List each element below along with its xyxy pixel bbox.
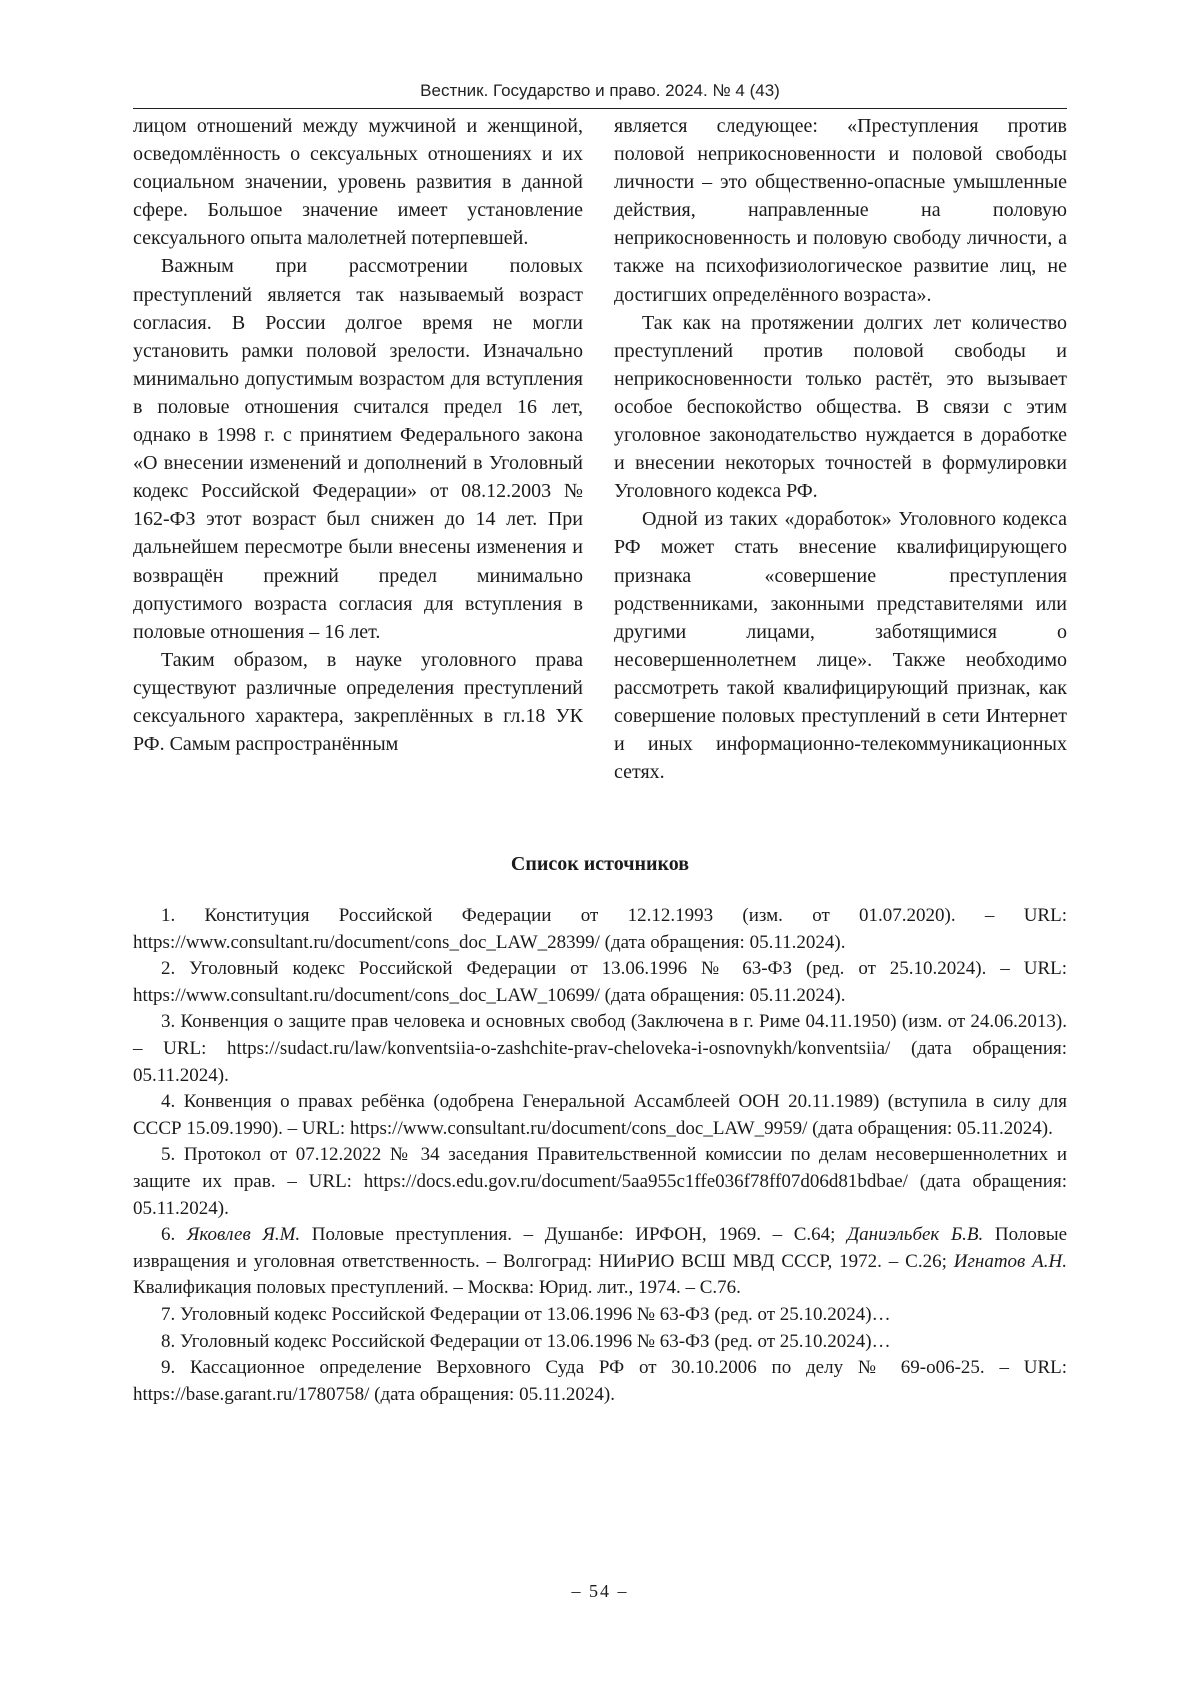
references-title: Список источников: [510, 853, 690, 875]
reference-item-9: 9. Кассационное определение Верховного Суда РФ от 30.10.2006 по делу № 69-о06-25. – URL: https://base.garant.ru/1780758/ (дата обращения: 05.11.2024).: [133, 1357, 1067, 1405]
right-column: [614, 112, 1067, 786]
reference-6-author-2: Даниэльбек Б.В.: [847, 1224, 984, 1246]
reference-item-1: 1. Конституция Российской Федерации от 12.12.1993 (изм. от 01.07.2020). – URL: https://www.consultant.ru/document/cons_doc_LAW_28399/ (дата обращения: 05.11.2024).: [133, 905, 1067, 953]
running-head: Вестник. Государство и право. 2024. № 4 (43): [133, 78, 1067, 109]
reference-6-text-3: Квалификация половых преступлений. – Москва: Юрид. лит., 1974. – С.76.: [133, 1277, 741, 1299]
references-list: [133, 903, 1067, 1408]
reference-item-4: 4. Конвенция о правах ребёнка (одобрена Генеральной Ассамблеей ООН 20.11.1989) (вступила в силу для СССР 15.09.1990). – URL: https://www.consultant.ru/document/cons_doc_LAW_9959/ (дата обращения: 05.11.2024).: [133, 1091, 1067, 1139]
page-number: – 54 –: [571, 1581, 629, 1601]
reference-6-number: 6.: [161, 1224, 187, 1246]
reference-item-8: 8. Уголовный кодекс Российской Федерации от 13.06.1996 № 63-ФЗ (ред. от 25.10.2024)…: [161, 1330, 891, 1352]
reference-6-author-3: Игнатов А.Н.: [953, 1250, 1067, 1272]
reference-item-7: 7. Уголовный кодекс Российской Федерации от 13.06.1996 № 63-ФЗ (ред. от 25.10.2024)…: [161, 1303, 891, 1325]
right-paragraph-1: является следующее: «Преступления против половой неприкосновенности и половой свободы личности – это общественно-опасные умышленные действия, направленные на половую неприкосновенность и половую свободу личности, а также на психофизиологическое развитие лиц, не достигших определённого возраста».: [614, 115, 1067, 306]
reference-item-2: 2. Уголовный кодекс Российской Федерации от 13.06.1996 № 63-ФЗ (ред. от 25.10.2024). – URL: https://www.consultant.ru/document/cons_doc_LAW_10699/ (дата обращения: 05.11.2024).: [133, 958, 1067, 1006]
right-paragraph-2: Так как на протяжении долгих лет количество преступлений против половой свободы и неприкосновенности только растёт, это вызывает особое беспокойство общества. В связи с этим уголовное законодательство нуждается в доработке и внесении некоторых точностей в формулировки Уголовного кодекса РФ.: [614, 311, 1067, 503]
left-paragraph-1: лицом отношений между мужчиной и женщиной, осведомлённость о сексуальных отношениях и их социальном значении, уровень развития в данной сфере. Большое значение имеет установление сексуального опыта малолетней потерпевшей.: [133, 115, 583, 250]
reference-6-author-1: Яковлев Я.М.: [186, 1224, 301, 1246]
reference-item-3: 3. Конвенция о защите прав человека и основных свобод (Заключена в г. Риме 04.11.1950) (изм. от 24.06.2013). – URL: https://sudact.ru/law/konventsiia-o-zashchite-prav-cheloveka-i-osnovnykh/konventsiia/ (дата обращения: 05.11.2024).: [133, 1011, 1067, 1086]
left-paragraph-2: Важным при рассмотрении половых преступлений является так называемый возраст согласия. В России долгое время не могли установить рамки половой зрелости. Изначально минимально допустимым возрастом для вступления в половые отношения считался предел 16 лет, однако в 1998 г. с принятием Федерального закона «О внесении изменений и дополнений в Уголовный кодекс Российской Федерации» от 08.12.2003 № 162-ФЗ этот возраст был снижен до 14 лет. При дальнейшем пересмотре были внесены изменения и возвращён прежний предел минимально допустимого возраста согласия для вступления в половые отношения – 16 лет.: [133, 255, 583, 643]
reference-item-5: 5. Протокол от 07.12.2022 № 34 заседания Правительственной комиссии по делам несовершеннолетних и защите их прав. – URL: https://docs.edu.gov.ru/document/5aa955c1ffe036f78ff07d06d81bdbae/ (дата обращения: 05.11.2024).: [133, 1144, 1067, 1219]
reference-item-6: [133, 1222, 1067, 1302]
right-paragraph-3: Одной из таких «доработок» Уголовного кодекса РФ может стать внесение квалифицирующего признака «совершение преступления родственниками, законными представителями или другими лицами, заботящимися о несовершеннолетнем лице». Также необходимо рассмотреть такой квалифицирующий признак, как совершение половых преступлений в сети Интернет и иных информационно-телекоммуникационных сетях.: [614, 508, 1067, 784]
reference-6-text-2: Половые извращения и уголовная ответственность. – Волгоград: НИиРИО ВСШ МВД СССР, 1972. – С.26;: [133, 1224, 1068, 1272]
reference-6-text-1: Половые преступления. – Душанбе: ИРФОН, 1969. – С.64;: [300, 1224, 848, 1246]
left-column: [133, 112, 583, 758]
left-paragraph-3: Таким образом, в науке уголовного права существуют различные определения преступлений сексуального характера, закреплённых в гл.18 УК РФ. Самым распространённым: [133, 648, 583, 756]
